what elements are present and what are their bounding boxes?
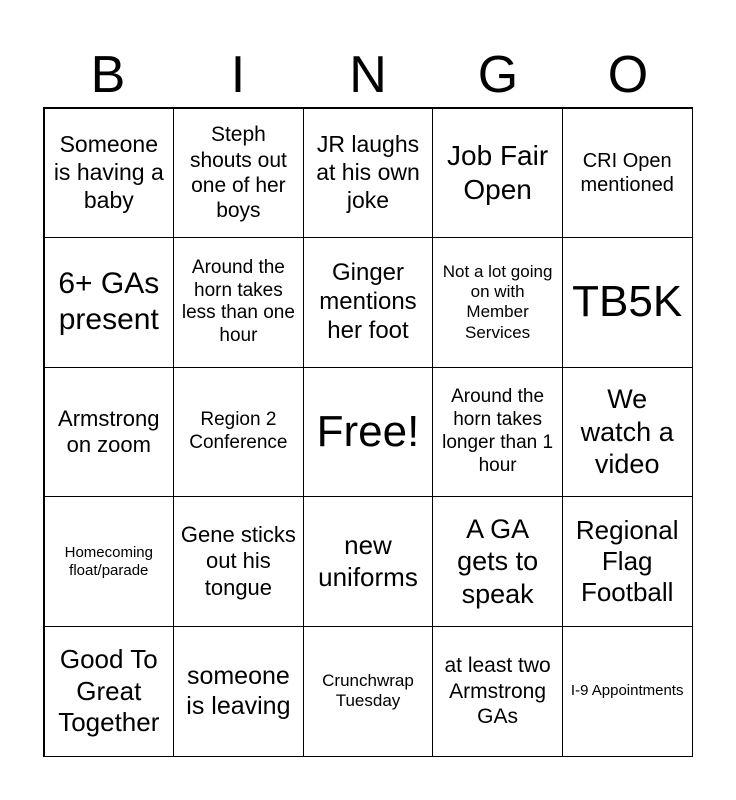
bingo-cell-text: 6+ GAs present — [58, 267, 160, 337]
bingo-cell[interactable] — [44, 367, 175, 498]
bingo-cell[interactable] — [44, 626, 175, 757]
bingo-cell[interactable] — [173, 237, 304, 368]
bingo-cell-text: Good To Great Together — [58, 644, 160, 737]
bingo-cell-text: A GA gets to speak — [457, 514, 539, 609]
bingo-cell-text: new uniforms — [318, 530, 418, 592]
bingo-cell[interactable] — [303, 496, 434, 627]
bingo-cell-text: Crunchwrap Tuesday — [322, 670, 414, 711]
bingo-cell-text: CRI Open mentioned — [580, 149, 674, 196]
bingo-cell-text: Regional Flag Football — [575, 514, 679, 608]
bingo-cell[interactable] — [432, 626, 563, 757]
bingo-cell[interactable] — [173, 626, 304, 757]
bingo-header — [43, 44, 693, 106]
bingo-cell[interactable] — [562, 626, 693, 757]
bingo-cell-text: Steph shouts out one of her boys — [189, 123, 287, 222]
bingo-cell[interactable] — [432, 367, 563, 498]
bingo-cell-text: Not a lot going on with Member Services — [442, 261, 553, 342]
bingo-cell[interactable] — [44, 496, 175, 627]
bingo-cell-text: We watch a video — [580, 384, 674, 480]
bingo-cell-text: Homecoming float/parade — [64, 543, 153, 579]
bingo-cell[interactable] — [44, 237, 175, 368]
bingo-cell-text: someone is leaving — [186, 662, 291, 721]
header-letter-o: O — [607, 46, 649, 104]
bingo-cell[interactable] — [432, 237, 563, 368]
bingo-cell-text: JR laughs at his own joke — [316, 131, 420, 213]
header-letter-g: G — [477, 46, 519, 104]
header-letter-i: I — [230, 46, 246, 104]
bingo-cell[interactable] — [562, 367, 693, 498]
bingo-cell-text: Free! — [316, 406, 420, 456]
bingo-card — [43, 107, 693, 757]
bingo-cell[interactable] — [303, 108, 434, 239]
bingo-cell-text: Around the horn takes longer than 1 hour — [442, 386, 554, 476]
bingo-cell-text: Armstrong on zoom — [58, 405, 160, 457]
bingo-cell-text: Gene sticks out his tongue — [180, 522, 296, 600]
header-letter-n: N — [349, 46, 387, 104]
bingo-cell-text: Region 2 Conference — [189, 409, 288, 453]
bingo-cell[interactable] — [562, 496, 693, 627]
bingo-cell[interactable] — [432, 108, 563, 239]
bingo-cell[interactable] — [303, 237, 434, 368]
bingo-cell-text: Around the horn takes less than one hour — [181, 256, 295, 347]
bingo-cell[interactable] — [562, 108, 693, 239]
bingo-cell[interactable] — [432, 496, 563, 627]
bingo-cell-text: Job Fair Open — [447, 140, 549, 205]
bingo-cell-text: Ginger mentions her foot — [319, 259, 417, 344]
header-letter-b: B — [90, 46, 126, 104]
bingo-cell-text: I-9 Appointments — [570, 682, 684, 700]
bingo-cell-text: TB5K — [572, 276, 683, 326]
bingo-cell[interactable] — [562, 237, 693, 368]
bingo-cell[interactable] — [173, 367, 304, 498]
bingo-cell[interactable] — [303, 367, 434, 498]
bingo-cell-text: Someone is having a baby — [53, 131, 164, 213]
bingo-cell-text: at least two Armstrong GAs — [444, 654, 551, 728]
bingo-cell[interactable] — [173, 108, 304, 239]
bingo-cell[interactable] — [303, 626, 434, 757]
bingo-cell[interactable] — [44, 108, 175, 239]
bingo-cell[interactable] — [173, 496, 304, 627]
